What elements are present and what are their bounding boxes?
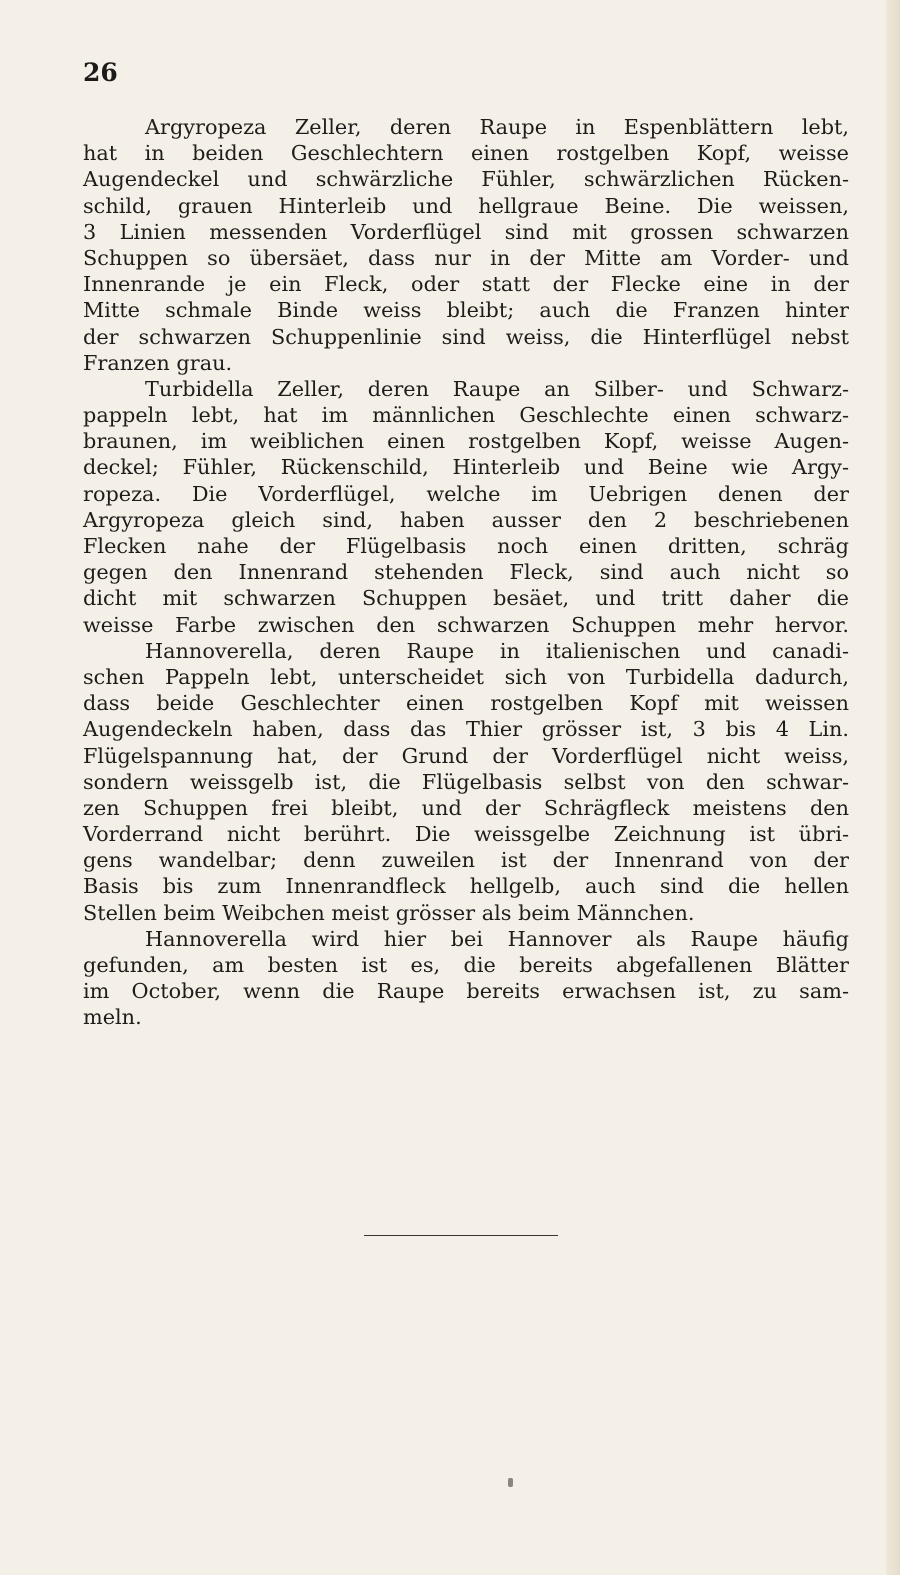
text-line: im October, wenn die Raupe bereits erwachsen ist, zu sam-: [83, 979, 849, 1004]
text-line: Turbidella Zeller, deren Raupe an Silber- und Schwarz-: [145, 376, 849, 401]
text-line: dass beide Geschlechter einen rostgelben Kopf mit weissen: [83, 691, 849, 716]
text-line: schild, grauen Hinterleib und hellgraue Beine. Die weissen,: [83, 193, 849, 218]
text-line: weisse Farbe zwischen den schwarzen Schuppen mehr hervor.: [83, 612, 849, 637]
text-line: 3 Linien messenden Vorderflügel sind mit grossen schwarzen: [83, 219, 849, 244]
text-line: meln.: [83, 1005, 142, 1030]
text-line: Argyropeza gleich sind, haben ausser den 2 beschriebenen: [83, 507, 849, 532]
text-line: sondern weissgelb ist, die Flügelbasis selbst von den schwar-: [83, 769, 849, 794]
text-line: Argyropeza Zeller, deren Raupe in Espenblättern lebt,: [145, 115, 849, 139]
text-line: gefunden, am besten ist es, die bereits abgefallenen Blätter: [83, 953, 849, 977]
text-line: Flecken nahe der Flügelbasis noch einen dritten, schräg: [83, 534, 849, 558]
text-line: Flügelspannung hat, der Grund der Vorderflügel nicht weiss,: [83, 743, 849, 768]
text-line: zen Schuppen frei bleibt, und der Schrägfleck meistens den: [83, 795, 849, 820]
text-line: Stellen beim Weibchen meist grösser als beim Männchen.: [83, 900, 695, 925]
text-line: pappeln lebt, hat im männlichen Geschlechte einen schwarz-: [83, 403, 849, 428]
text-line: Franzen grau.: [83, 350, 233, 375]
text-line: Vorderrand nicht berührt. Die weissgelbe Zeichnung ist übri-: [83, 822, 849, 847]
text-line: gens wandelbar; denn zuweilen ist der Innenrand von der: [83, 848, 849, 873]
text-line: Mitte schmale Binde weiss bleibt; auch die Franzen hinter: [83, 298, 849, 323]
body-text: [83, 114, 849, 1031]
text-line: gegen den Innenrand stehenden Fleck, sind auch nicht so: [83, 560, 849, 585]
text-line: deckel; Fühler, Rückenschild, Hinterleib und Beine wie Argy-: [83, 455, 849, 480]
page-number: 26: [83, 58, 118, 87]
text-line: braunen, im weiblichen einen rostgelben Kopf, weisse Augen-: [83, 429, 849, 454]
text-line: hat in beiden Geschlechtern einen rostgelben Kopf, weisse: [83, 141, 849, 166]
text-line: Hannoverella, deren Raupe in italienischen und canadi-: [145, 638, 849, 663]
text-line: Innenrande je ein Fleck, oder statt der Flecke eine in der: [83, 272, 849, 297]
text-line: Hannoverella wird hier bei Hannover als Raupe häufig: [145, 926, 849, 951]
text-line: ropeza. Die Vorderflügel, welche im Uebrigen denen der: [83, 481, 849, 506]
text-line: Augendeckel und schwärzliche Fühler, schwärzlichen Rücken-: [83, 167, 849, 192]
section-divider: [364, 1235, 558, 1236]
ink-speck: [508, 1478, 513, 1487]
page-edge: [886, 0, 900, 1575]
text-line: dicht mit schwarzen Schuppen besäet, und tritt daher die: [83, 586, 849, 611]
text-line: Augendeckeln haben, dass das Thier grösser ist, 3 bis 4 Lin.: [83, 717, 849, 742]
text-line: Schuppen so übersäet, dass nur in der Mitte am Vorder- und: [83, 245, 849, 270]
text-line: der schwarzen Schuppenlinie sind weiss, die Hinterflügel nebst: [83, 324, 849, 349]
text-line: schen Pappeln lebt, unterscheidet sich von Turbidella dadurch,: [83, 664, 849, 689]
text-line: Basis bis zum Innenrandfleck hellgelb, auch sind die hellen: [83, 874, 849, 899]
